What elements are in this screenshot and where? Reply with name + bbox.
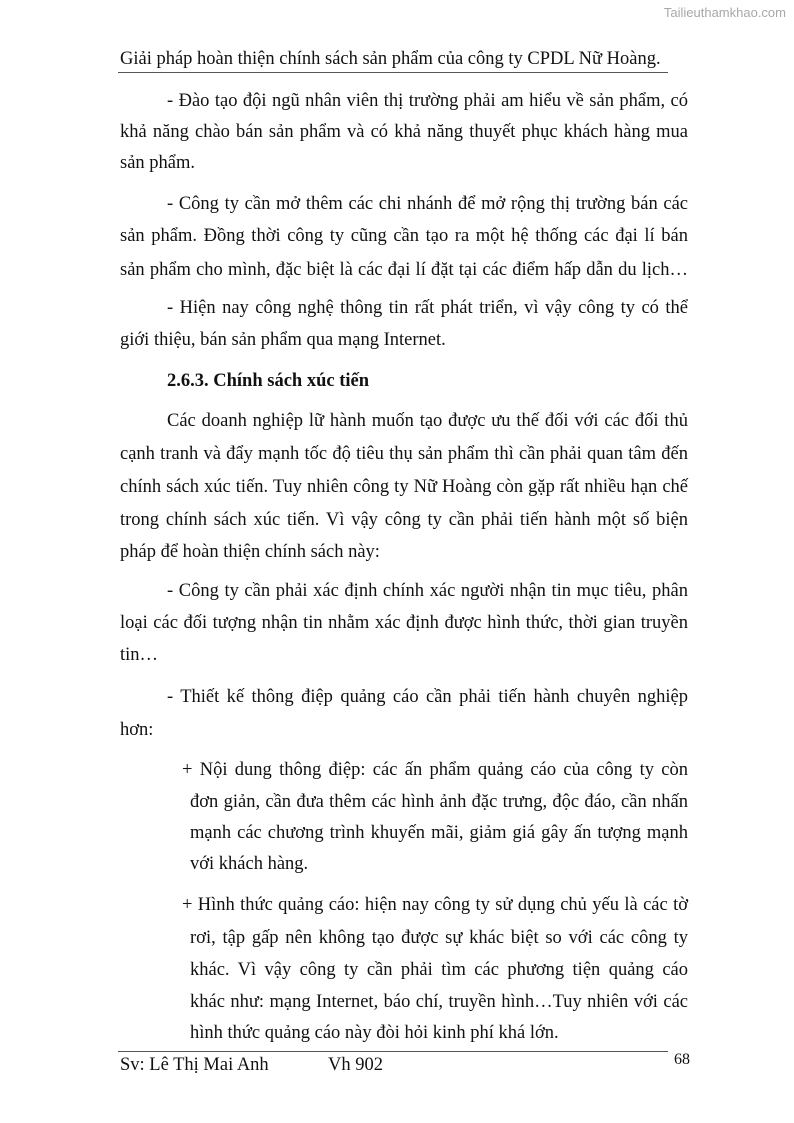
text-line: khác như: mạng Internet, báo chí, truyền hình…Tuy nhiên với các [190, 992, 688, 1012]
text-line: rơi, tập gấp nên không tạo được sự khác biệt so với các công ty [190, 928, 688, 948]
watermark-text: Tailieuthamkhao.com [663, 5, 786, 20]
text-line: Các doanh nghiệp lữ hành muốn tạo được ưu thế đối với các đối thủ [167, 411, 688, 431]
text-line: - Hiện nay công nghệ thông tin rất phát triển, vì vậy công ty có thể [167, 298, 688, 318]
text-line: chính sách xúc tiến. Tuy nhiên công ty Nữ Hoàng còn gặp rất nhiều hạn chế [120, 477, 688, 497]
text-line: khả năng chào bán sản phẩm và có khả năng thuyết phục khách hàng mua [120, 122, 688, 142]
text-line: sản phẩm. [120, 153, 196, 173]
text-line: + Hình thức quảng cáo: hiện nay công ty sử dụng chủ yếu là các tờ [182, 895, 688, 915]
text-line: đơn giản, cần đưa thêm các hình ảnh đặc trưng, độc đáo, cần nhấn [190, 792, 688, 812]
text-line: - Công ty cần mở thêm các chi nhánh để mở rộng thị trường bán các [167, 194, 688, 214]
text-line: giới thiệu, bán sản phẩm qua mạng Internet. [120, 330, 446, 350]
text-line: tin… [120, 645, 159, 665]
header-divider [118, 72, 668, 73]
text-line: với khách hàng. [190, 854, 309, 874]
footer-divider [118, 1051, 668, 1052]
footer-class: Vh 902 [328, 1055, 383, 1075]
page-number: 68 [674, 1051, 690, 1068]
text-line: - Thiết kế thông điệp quảng cáo cần phải tiến hành chuyên nghiệp [167, 687, 688, 707]
text-line: - Đào tạo đội ngũ nhân viên thị trường phải am hiểu về sản phẩm, có [167, 91, 688, 111]
text-line: + Nội dung thông điệp: các ấn phẩm quảng cáo của công ty còn [182, 760, 688, 780]
section-heading: 2.6.3. Chính sách xúc tiến [167, 371, 369, 391]
text-line: hơn: [120, 720, 154, 740]
footer-author: Sv: Lê Thị Mai Anh [120, 1055, 269, 1075]
text-line: - Công ty cần phải xác định chính xác người nhận tin mục tiêu, phân [167, 581, 688, 601]
text-line: sản phẩm. Đồng thời công ty cũng cần tạo ra một hệ thống các đại lí bán [120, 226, 688, 246]
page-header: Giải pháp hoàn thiện chính sách sản phẩm của công ty CPDL Nữ Hoàng. [120, 49, 661, 69]
text-line: mạnh các chương trình khuyến mãi, giảm giá gây ấn tượng mạnh [190, 823, 688, 843]
text-line: pháp để hoàn thiện chính sách này: [120, 542, 380, 562]
text-line: hình thức quảng cáo này đòi hỏi kinh phí khá lớn. [190, 1023, 559, 1043]
text-line: trong chính sách xúc tiến. Vì vậy công ty cần phải tiến hành một số biện [120, 510, 688, 530]
text-line: khác. Vì vậy công ty cần phải tìm các phương tiện quảng cáo [190, 960, 688, 980]
text-line: loại các đối tượng nhận tin nhằm xác định được hình thức, thời gian truyền [120, 613, 688, 633]
text-line: sản phẩm cho mình, đặc biệt là các đại lí đặt tại các điểm hấp dẫn du lịch… [120, 260, 688, 280]
text-line: cạnh tranh và đẩy mạnh tốc độ tiêu thụ sản phẩm thì cần phải quan tâm đến [120, 444, 688, 464]
